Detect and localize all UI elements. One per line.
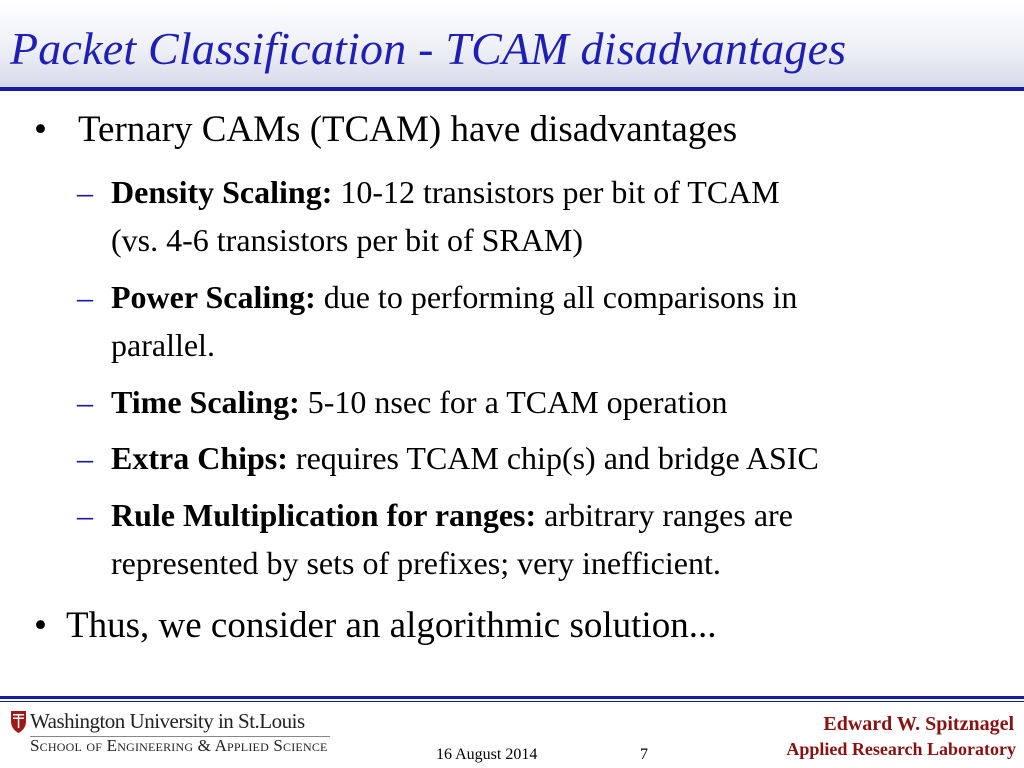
- slide-date: 16 August 2014: [436, 746, 538, 763]
- sub-item-marker: –: [77, 440, 93, 476]
- sub-item-text-cont: represented by sets of prefixes; very inefficient.: [111, 545, 721, 581]
- sub-item-text-cont: parallel.: [111, 327, 215, 363]
- sub-item-text: 10-12 transistors per bit of TCAM: [332, 174, 780, 210]
- footer-divider: [0, 696, 1024, 699]
- lab-name: Applied Research Laboratory: [786, 739, 1016, 759]
- sub-item-marker: –: [77, 174, 93, 210]
- bullet-marker: •: [34, 605, 47, 646]
- bullet-text: Thus, we consider an algorithmic solution...: [66, 605, 717, 646]
- author-name: Edward W. Spitznagel: [823, 713, 1014, 735]
- sub-item-term: Extra Chips:: [111, 440, 288, 476]
- sub-item-extra-chips: [77, 434, 819, 482]
- sub-item-rule-multiplication: [77, 491, 793, 587]
- bullet-marker: •: [34, 109, 47, 150]
- sub-item-marker: –: [77, 384, 93, 420]
- sub-item-marker: –: [77, 497, 93, 533]
- school-name: School of Engineering & Applied Science: [30, 736, 328, 755]
- sub-item-text: 5-10 nsec for a TCAM operation: [299, 384, 728, 420]
- sub-item-term: Rule Multiplication for ranges:: [111, 497, 537, 533]
- footer-divider-thin: [0, 701, 1024, 702]
- sub-item-power: [77, 273, 798, 369]
- sub-item-term: Time Scaling:: [111, 384, 300, 420]
- sub-item-text-cont: (vs. 4-6 transistors per bit of SRAM): [111, 222, 583, 258]
- sub-item-time: [77, 378, 728, 426]
- slide-title: Packet Classification - TCAM disadvantages: [10, 23, 847, 74]
- university-shield-icon: [11, 711, 26, 733]
- sub-item-term: Density Scaling:: [111, 174, 333, 210]
- sub-item-density: [77, 168, 780, 264]
- sub-item-marker: –: [77, 279, 93, 315]
- title-divider: [0, 87, 1024, 91]
- sub-item-term: Power Scaling:: [111, 279, 316, 315]
- sub-item-text: due to performing all comparisons in: [315, 279, 798, 315]
- page-number: 7: [640, 746, 648, 763]
- university-name: Washington University in St.Louis: [30, 709, 305, 733]
- sub-item-text: arbitrary ranges are: [536, 497, 793, 533]
- bullet-text: Ternary CAMs (TCAM) have disadvantages: [78, 109, 738, 150]
- sub-item-text: requires TCAM chip(s) and bridge ASIC: [287, 440, 819, 476]
